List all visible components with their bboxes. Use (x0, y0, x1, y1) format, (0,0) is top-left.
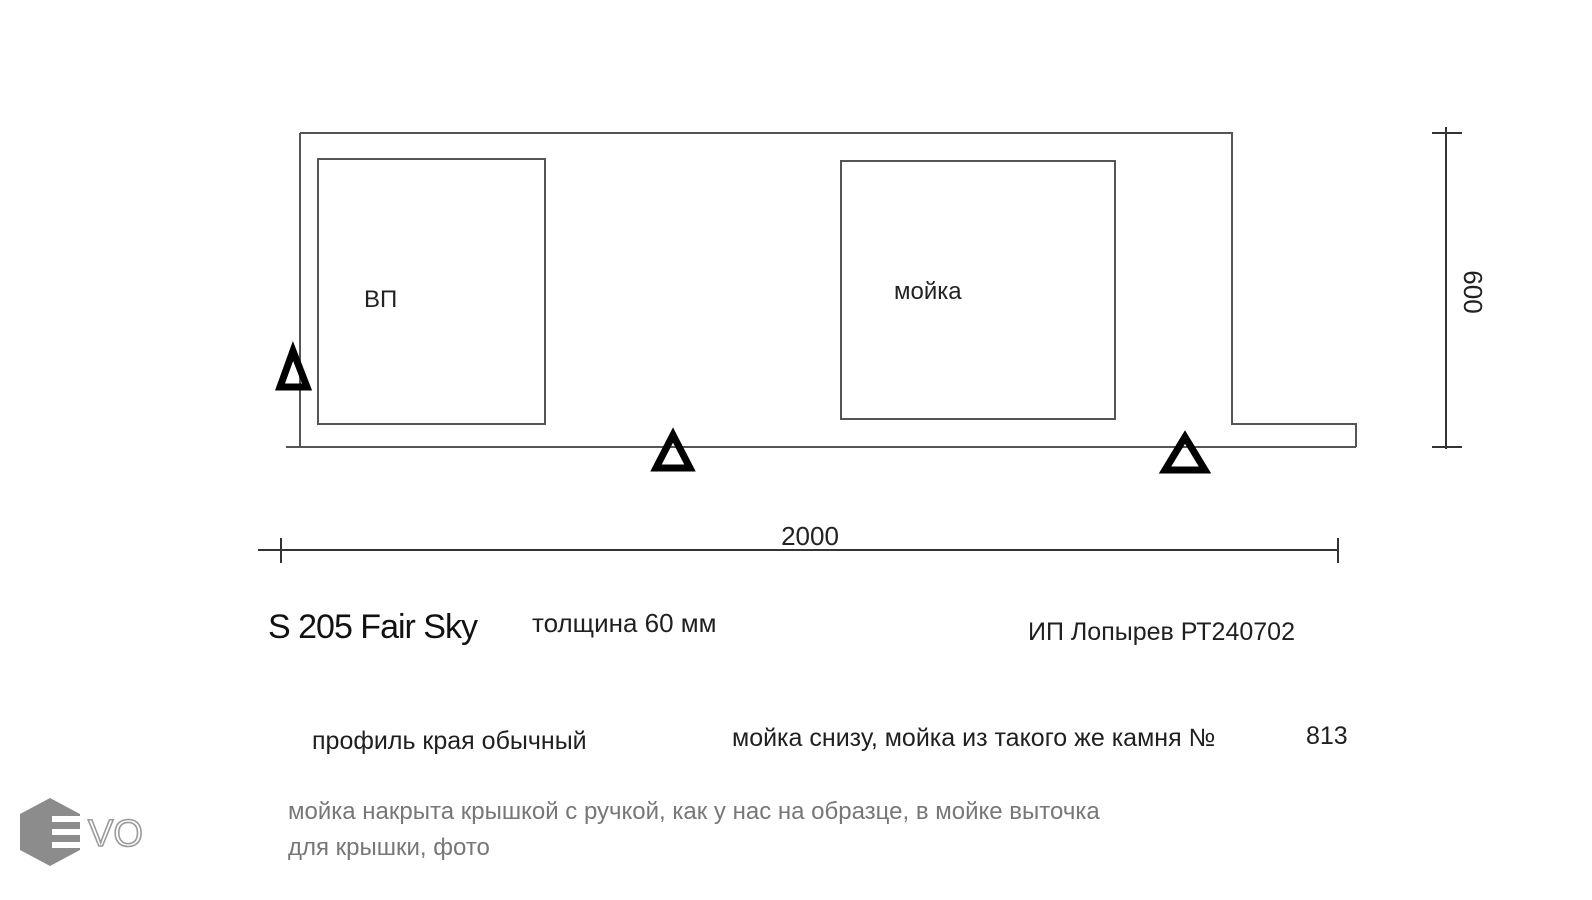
stone-number: 813 (1306, 722, 1348, 750)
thickness-label: толщина 60 мм (532, 608, 717, 638)
cutout-cooktop-label: ВП (364, 286, 398, 313)
order-id: ИП Лопырев РТ240702 (1028, 618, 1295, 646)
cutout-cooktop (318, 159, 545, 424)
note-line-1: мойка накрыта крышкой с ручкой, как у нас на образце, в мойке выточка (288, 798, 1100, 825)
logo-text: VO (88, 813, 143, 855)
note-line-2: для крышки, фото (288, 834, 490, 861)
cutout-sink (841, 161, 1115, 419)
dimension-depth-value: 600 (1458, 270, 1488, 314)
edge-marker-left-icon (280, 351, 307, 387)
edge-profile-label: профиль края обычный (312, 727, 587, 755)
stone-title: S 205 Fair Sky (268, 608, 477, 646)
edge-marker-bottom-mid-icon (656, 435, 690, 468)
evo-logo (18, 796, 158, 868)
cutout-sink-label: мойка (894, 278, 962, 305)
dimension-width-value: 2000 (781, 521, 839, 551)
sink-note: мойка снизу, мойка из такого же камня № (732, 724, 1216, 752)
edge-marker-bottom-right-icon (1165, 437, 1205, 470)
hexagon-logo-icon (20, 798, 82, 866)
countertop-outline (300, 133, 1356, 447)
